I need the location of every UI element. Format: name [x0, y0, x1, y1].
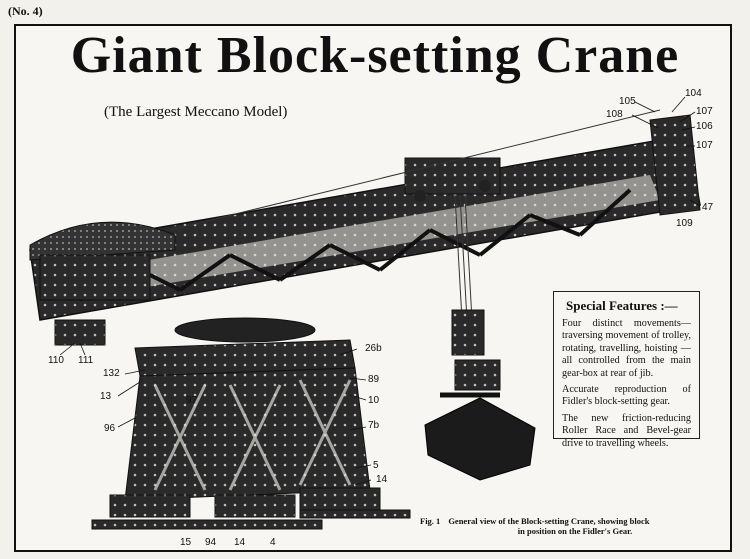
page-number: (No. 4)	[8, 4, 43, 18]
feature-paragraph: The new friction-reducing Roller Race and Bevel-gear drive to travelling wheels.	[562, 412, 691, 449]
caption-line-1: General view of the Block-setting Crane, showing block	[448, 516, 650, 526]
subtitle: (The Largest Meccano Model)	[104, 104, 288, 120]
callout-label: 108	[606, 109, 623, 120]
callout-label: 105	[619, 96, 636, 107]
callout-label: 110	[48, 355, 64, 366]
features-heading: Special Features :—	[566, 298, 678, 313]
callout-label: 7b	[368, 420, 380, 431]
callout-label: 109	[676, 218, 693, 229]
callout-label: 5	[373, 460, 379, 471]
feature-paragraph: Four distinct movements—traversing movement of trolley, rotating, travelling, hoisting — all controlled from the main gear-box at rear of jib.	[562, 317, 691, 379]
roller-race	[175, 318, 315, 342]
callout-label: 111	[78, 355, 94, 366]
callout-label: 97	[186, 395, 198, 406]
callout-label: 89	[368, 374, 380, 385]
tower	[125, 340, 370, 500]
figure-number: Fig. 1	[420, 516, 441, 526]
callout-label: 106	[696, 121, 713, 132]
callout-label: 15	[180, 537, 192, 548]
callout-label: 107	[696, 140, 713, 151]
callout-label: 104	[685, 88, 702, 99]
callout-label: 47	[702, 202, 714, 213]
page-title: Giant Block-setting Crane	[70, 27, 680, 84]
stone-block	[425, 398, 535, 480]
special-features-box	[553, 291, 700, 449]
callout-label: 14	[234, 537, 246, 548]
callout-label: 10	[368, 395, 380, 406]
fidlers-gear	[440, 310, 500, 395]
callout-label: 4	[270, 537, 276, 548]
callout-label: 26b	[365, 343, 382, 354]
callout-label: 107	[696, 106, 713, 117]
callout-label: 14	[376, 474, 388, 485]
figure-caption	[420, 516, 730, 536]
callout-label: 94	[205, 537, 217, 548]
callout-label: 13	[100, 391, 112, 402]
feature-paragraph: Accurate reproduction of Fidler's block-setting gear.	[562, 384, 691, 408]
callout-label: 132	[103, 368, 120, 379]
caption-line-2: in position on the Fidler's Gear.	[517, 526, 633, 537]
callout-label: 96	[104, 423, 116, 434]
